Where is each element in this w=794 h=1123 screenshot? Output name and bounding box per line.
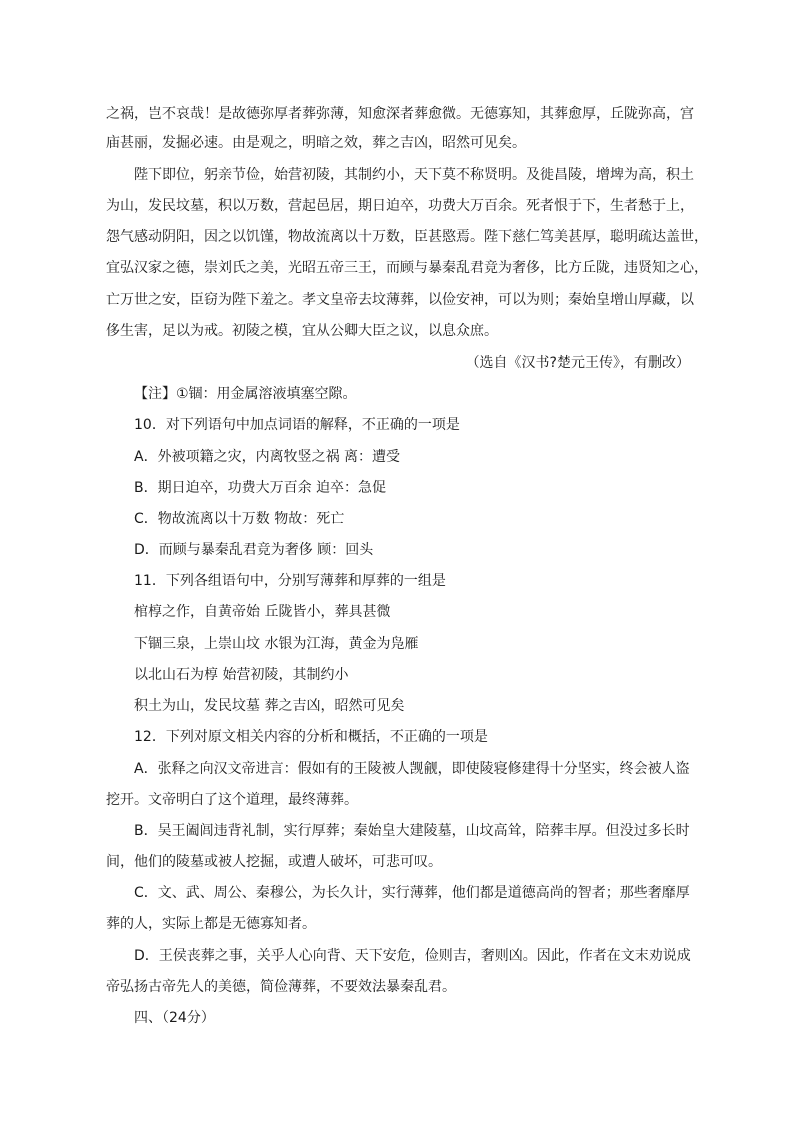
question-10-option-b: B．期日迫卒，功费大万百余 迫卒：急促 [134,480,387,496]
section-heading: 四、（24分） [134,1010,215,1026]
passage-line: 亡万世之安，臣窃为陛下羞之。孝文皇帝去坟薄葬，以俭安神，可以为则；秦始皇增山厚藏，以 [106,292,694,308]
question-10-option-d: D．而顾与暴秦乱君竞为奢侈 顾：回头 [134,542,374,558]
question-12-option-a-cont: 挖开。文帝明白了这个道理，最终薄葬。 [106,792,358,808]
question-12-option-b: B．吴王阖闾违背礼制，实行厚葬；秦始皇大建陵墓，山坟高耸，陪葬丰厚。但没过多长时 [134,823,690,839]
question-11-option: 积土为山，发民坟墓 葬之吉凶，昭然可见矣 [134,698,405,714]
question-10-option-c: C．物故流离以十万数 物故：死亡 [134,511,345,527]
passage-line: 侈生害，足以为戒。初陵之模，宜从公卿大臣之议，以息众庶。 [106,323,498,339]
question-12-option-b-cont: 间，他们的陵墓或被人挖掘，或遭人破坏，可悲可叹。 [106,854,442,870]
question-11-stem: 11．下列各组语句中，分别写薄葬和厚葬的一组是 [134,573,446,589]
passage-line: 陛下即位，躬亲节俭，始营初陵，其制约小，天下莫不称贤明。及徙昌陵，增埤为高，积土 [134,167,694,183]
question-12-option-d: D．王侯丧葬之事，关乎人心向背、天下安危，俭则吉，奢则凶。因此，作者在文末劝说成 [134,948,691,964]
passage-line: 宜弘汉家之德，崇刘氏之美，光昭五帝三王，而顾与暴秦乱君竞为奢侈，比方丘陇，违贤知之心， [106,260,708,276]
passage-line: 怨气感动阴阳，因之以饥馑，物故流离以十万数，臣甚愍焉。陛下慈仁笃美甚厚，聪明疏达盖世， [106,229,708,245]
question-12-option-a: A．张释之向汉文帝进言：假如有的王陵被人觊觎，即使陵寝修建得十分坚实，终会被人盗 [134,761,690,777]
question-12-option-d-cont: 帝弘扬古帝先人的美德，简俭薄葬，不要效法暴秦乱君。 [106,979,456,995]
question-11-option: 以北山石为椁 始营初陵，其制约小 [134,667,349,683]
question-10-stem: 10．对下列语句中加点词语的解释，不正确的一项是 [134,417,460,433]
question-11-option: 下锢三泉，上崇山坟 水银为江海，黄金为凫雁 [134,636,419,652]
question-12-option-c: C．文、武、周公、秦穆公，为长久计，实行薄葬，他们都是道德高尚的智者；那些奢靡厚 [134,885,690,901]
passage-line: 为山，发民坟墓，积以万数，营起邑居，期日迫卒，功费大万百余。死者恨于下，生者愁于上， [106,198,694,214]
question-11-option: 棺椁之作，自黄帝始 丘陇皆小，葬具甚微 [134,604,391,620]
passage-line: 庙甚丽，发掘必速。由是观之，明暗之效，葬之吉凶，昭然可见矣。 [106,135,526,151]
question-10-option-a: A．外被项籍之灾，内离牧竖之祸 离：遭受 [134,449,401,465]
question-12-option-c-cont: 葬的人，实际上都是无德寡知者。 [106,916,316,932]
question-12-stem: 12．下列对原文相关内容的分析和概括，不正确的一项是 [134,729,488,745]
annotation-note: 【注】①锢：用金属溶液填塞空隙。 [134,386,357,402]
passage-source: （选自《汉书?楚元王传》，有删改） [465,355,690,371]
passage-line: 之祸，岂不哀哉！是故德弥厚者葬弥薄，知愈深者葬愈微。无德寡知，其葬愈厚，丘陇弥高，宫 [106,106,694,122]
